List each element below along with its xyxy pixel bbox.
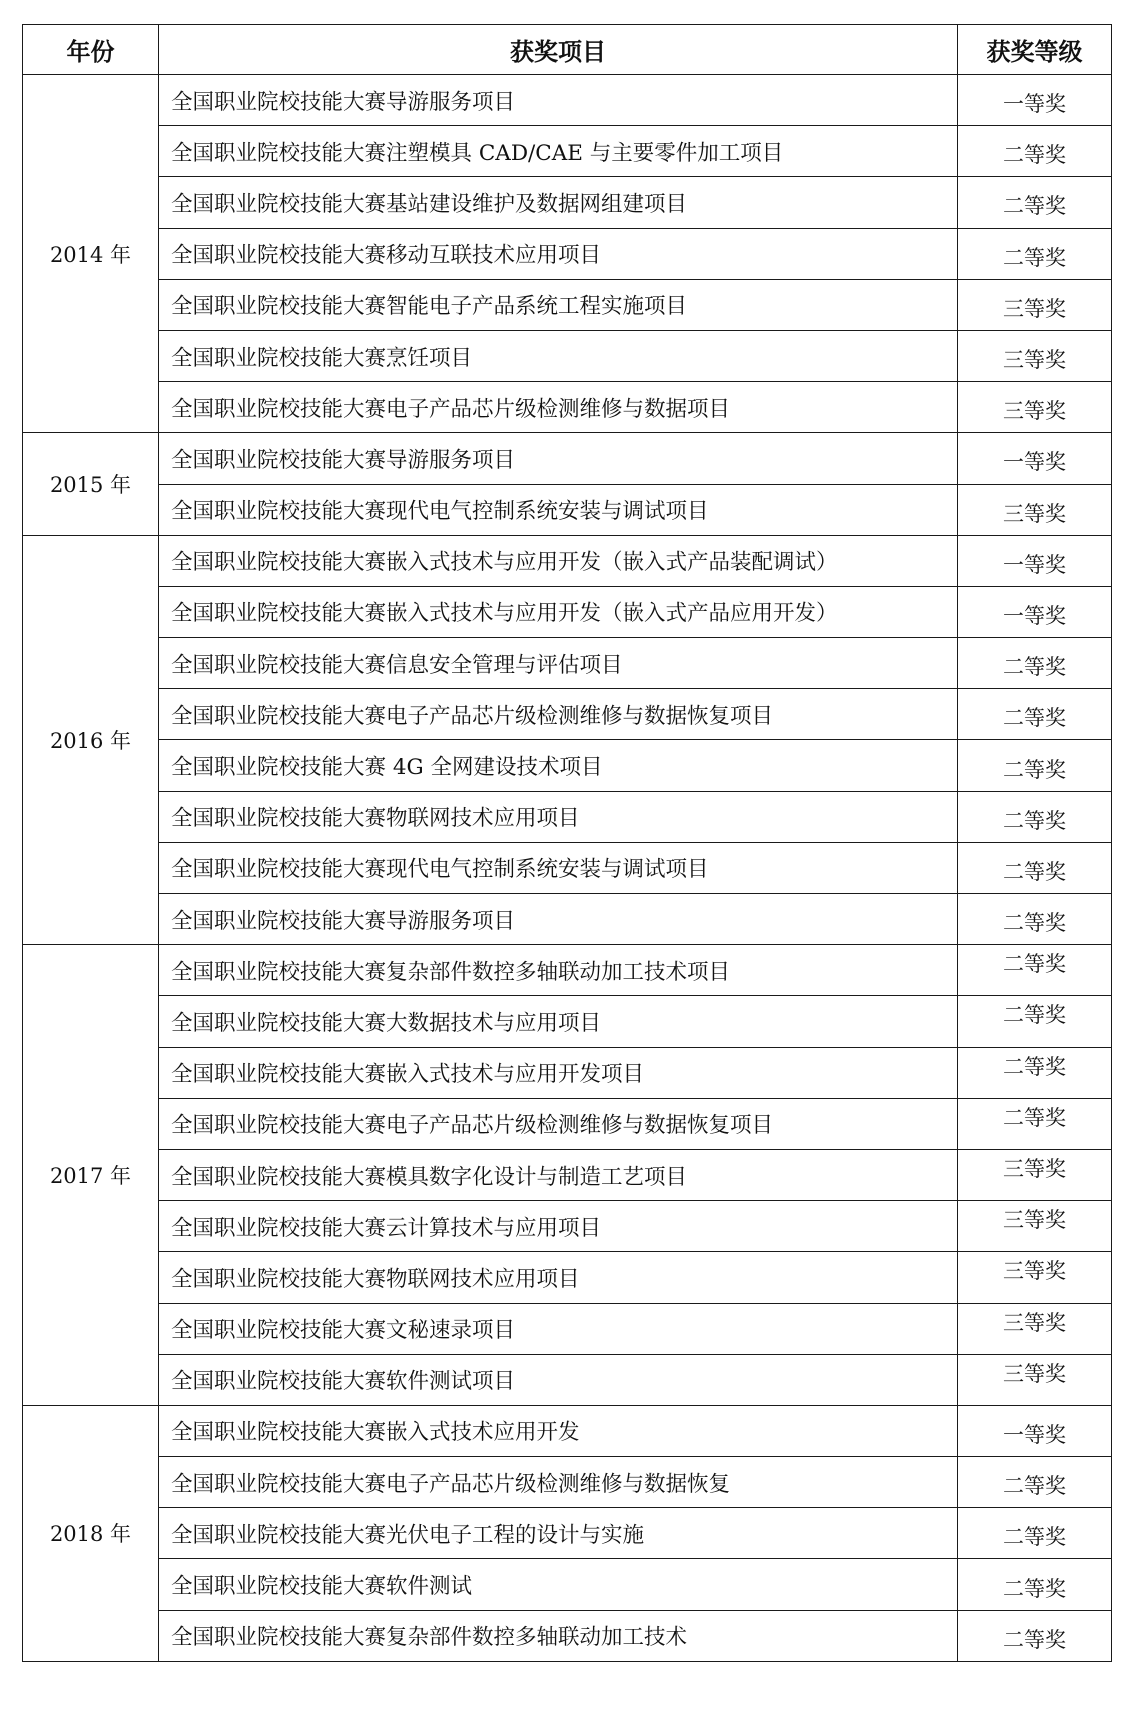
year-cell: 2018 年 [23, 1405, 159, 1661]
project-cell: 全国职业院校技能大赛导游服务项目 [159, 75, 958, 126]
project-cell: 全国职业院校技能大赛复杂部件数控多轴联动加工技术项目 [159, 945, 958, 996]
level-cell: 一等奖 [958, 75, 1112, 126]
project-cell: 全国职业院校技能大赛嵌入式技术与应用开发（嵌入式产品装配调试） [159, 535, 958, 586]
project-cell: 全国职业院校技能大赛 4G 全网建设技术项目 [159, 740, 958, 791]
project-cell: 全国职业院校技能大赛大数据技术与应用项目 [159, 996, 958, 1047]
project-cell: 全国职业院校技能大赛导游服务项目 [159, 433, 958, 484]
header-row [23, 25, 1112, 75]
level-cell: 一等奖 [958, 586, 1112, 637]
level-cell: 二等奖 [958, 689, 1112, 740]
year-cell: 2017 年 [23, 945, 159, 1406]
year-cell: 2016 年 [23, 535, 159, 945]
project-cell: 全国职业院校技能大赛复杂部件数控多轴联动加工技术 [159, 1610, 958, 1661]
level-cell: 二等奖 [958, 1559, 1112, 1610]
table-row [23, 1559, 1112, 1610]
project-cell: 全国职业院校技能大赛物联网技术应用项目 [159, 1252, 958, 1303]
level-cell: 三等奖 [958, 382, 1112, 433]
table-row [23, 1303, 1112, 1354]
level-cell: 二等奖 [958, 1610, 1112, 1661]
table-row [23, 1354, 1112, 1405]
project-cell: 全国职业院校技能大赛现代电气控制系统安装与调试项目 [159, 484, 958, 535]
project-cell: 全国职业院校技能大赛物联网技术应用项目 [159, 791, 958, 842]
project-cell: 全国职业院校技能大赛现代电气控制系统安装与调试项目 [159, 842, 958, 893]
level-cell: 二等奖 [958, 228, 1112, 279]
table-row [23, 1252, 1112, 1303]
level-cell: 二等奖 [958, 740, 1112, 791]
level-cell: 二等奖 [958, 1457, 1112, 1508]
project-cell: 全国职业院校技能大赛电子产品芯片级检测维修与数据恢复项目 [159, 689, 958, 740]
table-row [23, 1047, 1112, 1098]
project-cell: 全国职业院校技能大赛电子产品芯片级检测维修与数据项目 [159, 382, 958, 433]
table-row [23, 177, 1112, 228]
project-cell: 全国职业院校技能大赛嵌入式技术应用开发 [159, 1405, 958, 1456]
level-cell: 三等奖 [958, 1354, 1112, 1405]
project-cell: 全国职业院校技能大赛智能电子产品系统工程实施项目 [159, 279, 958, 330]
year-cell: 2014 年 [23, 75, 159, 433]
level-cell: 三等奖 [958, 1303, 1112, 1354]
level-cell: 三等奖 [958, 1201, 1112, 1252]
project-cell: 全国职业院校技能大赛云计算技术与应用项目 [159, 1201, 958, 1252]
level-cell: 二等奖 [958, 996, 1112, 1047]
project-cell: 全国职业院校技能大赛嵌入式技术与应用开发（嵌入式产品应用开发） [159, 586, 958, 637]
level-cell: 二等奖 [958, 791, 1112, 842]
table-row [23, 894, 1112, 945]
level-cell: 三等奖 [958, 1149, 1112, 1200]
project-cell: 全国职业院校技能大赛模具数字化设计与制造工艺项目 [159, 1149, 958, 1200]
project-cell: 全国职业院校技能大赛文秘速录项目 [159, 1303, 958, 1354]
project-cell: 全国职业院校技能大赛软件测试项目 [159, 1354, 958, 1405]
table-row [23, 433, 1112, 484]
level-cell: 二等奖 [958, 842, 1112, 893]
level-cell: 二等奖 [958, 1098, 1112, 1149]
table-row [23, 945, 1112, 996]
table-row [23, 382, 1112, 433]
table-row [23, 1457, 1112, 1508]
awards-table [22, 24, 1112, 1662]
level-cell: 二等奖 [958, 1047, 1112, 1098]
table-row [23, 535, 1112, 586]
project-cell: 全国职业院校技能大赛基站建设维护及数据网组建项目 [159, 177, 958, 228]
header-level: 获奖等级 [958, 25, 1112, 75]
level-cell: 二等奖 [958, 894, 1112, 945]
table-row [23, 842, 1112, 893]
project-cell: 全国职业院校技能大赛电子产品芯片级检测维修与数据恢复项目 [159, 1098, 958, 1149]
table-row [23, 740, 1112, 791]
header-year: 年份 [23, 25, 159, 75]
year-cell: 2015 年 [23, 433, 159, 535]
table-row [23, 330, 1112, 381]
level-cell: 二等奖 [958, 638, 1112, 689]
level-cell: 二等奖 [958, 945, 1112, 996]
table-row [23, 996, 1112, 1047]
table-row [23, 484, 1112, 535]
level-cell: 三等奖 [958, 484, 1112, 535]
project-cell: 全国职业院校技能大赛电子产品芯片级检测维修与数据恢复 [159, 1457, 958, 1508]
table-row [23, 1610, 1112, 1661]
awards-body [23, 75, 1112, 1662]
table-row [23, 1508, 1112, 1559]
table-row [23, 586, 1112, 637]
project-cell: 全国职业院校技能大赛嵌入式技术与应用开发项目 [159, 1047, 958, 1098]
level-cell: 一等奖 [958, 1405, 1112, 1456]
level-cell: 一等奖 [958, 433, 1112, 484]
table-row [23, 689, 1112, 740]
table-row [23, 75, 1112, 126]
project-cell: 全国职业院校技能大赛烹饪项目 [159, 330, 958, 381]
table-row [23, 1098, 1112, 1149]
project-cell: 全国职业院校技能大赛导游服务项目 [159, 894, 958, 945]
project-cell: 全国职业院校技能大赛注塑模具 CAD/CAE 与主要零件加工项目 [159, 126, 958, 177]
table-row [23, 1149, 1112, 1200]
level-cell: 三等奖 [958, 330, 1112, 381]
project-cell: 全国职业院校技能大赛信息安全管理与评估项目 [159, 638, 958, 689]
level-cell: 三等奖 [958, 1252, 1112, 1303]
table-row [23, 228, 1112, 279]
level-cell: 二等奖 [958, 126, 1112, 177]
table-row [23, 638, 1112, 689]
table-row [23, 126, 1112, 177]
level-cell: 三等奖 [958, 279, 1112, 330]
table-row [23, 1201, 1112, 1252]
table-row [23, 1405, 1112, 1456]
project-cell: 全国职业院校技能大赛软件测试 [159, 1559, 958, 1610]
table-row [23, 279, 1112, 330]
project-cell: 全国职业院校技能大赛光伏电子工程的设计与实施 [159, 1508, 958, 1559]
level-cell: 二等奖 [958, 1508, 1112, 1559]
header-project: 获奖项目 [159, 25, 958, 75]
project-cell: 全国职业院校技能大赛移动互联技术应用项目 [159, 228, 958, 279]
level-cell: 二等奖 [958, 177, 1112, 228]
level-cell: 一等奖 [958, 535, 1112, 586]
table-row [23, 791, 1112, 842]
